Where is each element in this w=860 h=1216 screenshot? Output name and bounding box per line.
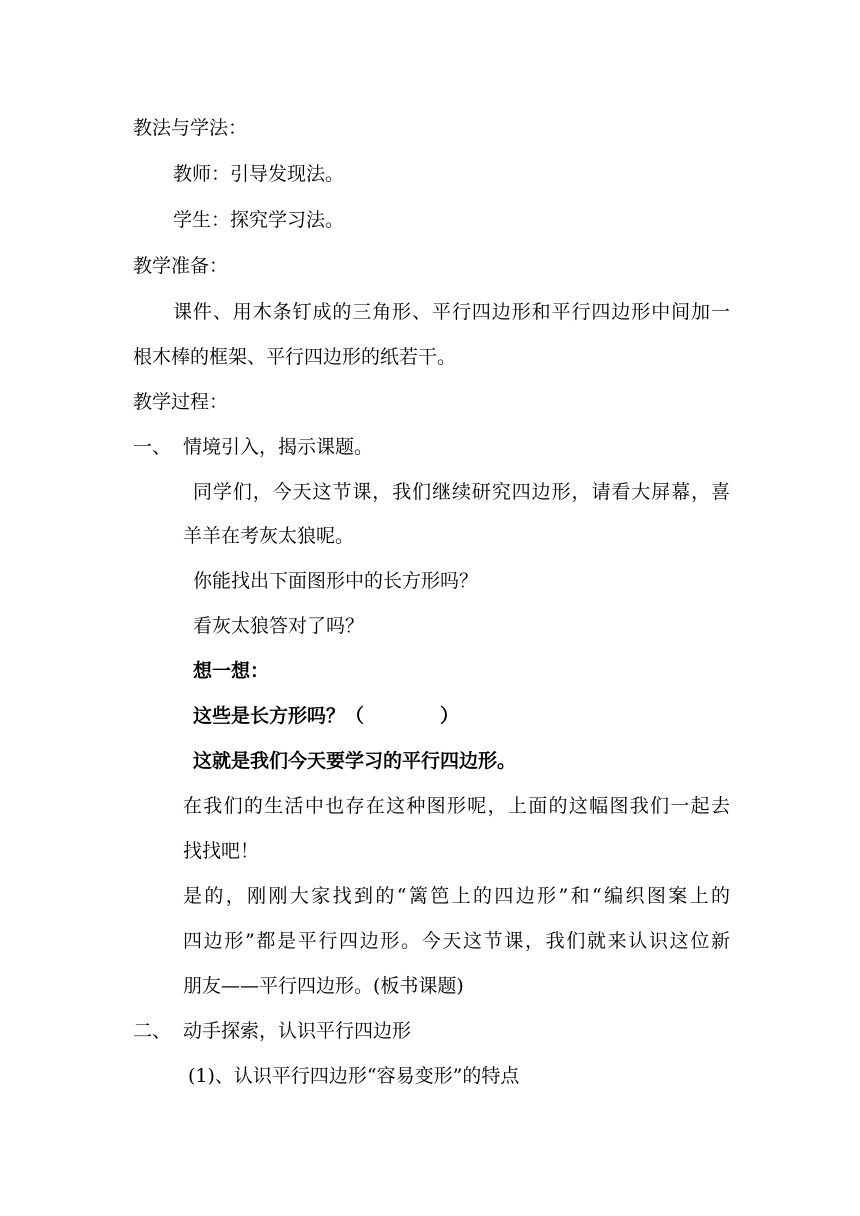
question-find-rectangle: 你能找出下面图形中的长方形吗？ (193, 570, 479, 592)
student-method: 学生：探究学习法。 (173, 209, 345, 231)
think-answer: 这就是我们今天要学习的平行四边形。 (193, 750, 517, 772)
section-1-number: 一、 (133, 436, 172, 458)
section-1-paragraph-1-line-2: 羊羊在考灰太狼呢。 (183, 525, 355, 547)
heading-preparation: 教学准备： (133, 255, 229, 277)
section-2-title: 动手探索，认识平行四边形 (183, 1020, 412, 1042)
teacher-method: 教师：引导发现法。 (173, 163, 345, 185)
think-heading: 想一想： (193, 660, 270, 682)
preparation-line-1: 课件、用木条钉成的三角形、平行四边形和平行四边形中间加一 (173, 301, 730, 323)
section-1-paragraph-2-line-1: 在我们的生活中也存在这种图形呢，上面的这幅图我们一起去 (183, 795, 730, 817)
preparation-line-2: 根木棒的框架、平行四边形的纸若干。 (133, 346, 457, 368)
section-1-paragraph-3-line-3: 朋友——平行四边形。(板书课题) (183, 975, 464, 997)
section-2-number: 二、 (133, 1020, 172, 1042)
section-1-title: 情境引入，揭示课题。 (183, 436, 374, 458)
heading-process: 教学过程： (133, 391, 229, 413)
heading-methods: 教法与学法： (133, 117, 248, 139)
think-question: 这些是长方形吗？（ ） (193, 705, 460, 727)
section-2-subsection-1: (1)、认识平行四边形“容易变形”的特点 (188, 1065, 520, 1087)
section-1-paragraph-3-line-2: 四边形”都是平行四边形。今天这节课，我们就来认识这位新 (183, 930, 730, 952)
section-1-paragraph-3-line-1: 是的，刚刚大家找到的“篱笆上的四边形”和“编织图案上的 (183, 885, 730, 907)
section-1-paragraph-2-line-2: 找找吧！ (183, 840, 260, 862)
question-answer-correct: 看灰太狼答对了吗？ (193, 615, 365, 637)
section-1-paragraph-1-line-1: 同学们，今天这节课，我们继续研究四边形，请看大屏幕，喜 (193, 481, 730, 503)
